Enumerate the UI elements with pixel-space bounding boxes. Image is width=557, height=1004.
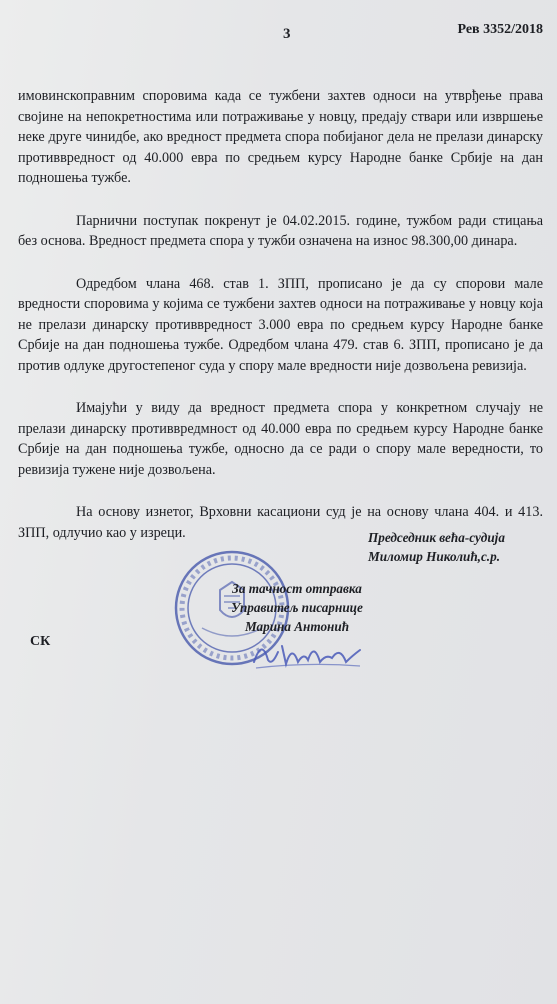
paragraph-4: Имајући у виду да вредност предмета спора у конкретном случају не прелази динарску противвредмност од 40.000 евра по средњем курсу Народне банке Србије на дан подношења тужбе, односно да се ради о спору мале вередности, то ревизија тужене није дозвољена.: [18, 400, 543, 478]
paragraph-5: На основу изнетог, Врховни касациони суд је на основу члана 404. и 413. ЗПП, одлучио као у изреци.: [18, 504, 543, 541]
certification-block: [212, 579, 382, 636]
judge-signature-block: [368, 528, 548, 566]
certification-line-1: За тачност отправка: [232, 581, 362, 596]
paragraph-2: Парнични поступак покренут је 04.02.2015. године, тужбом ради стицања без основа. Вредност предмета спора у тужби означена на износ 98.300,00 динара.: [18, 212, 543, 249]
certification-line-2: Управитељ писарнице: [231, 600, 363, 615]
page-number: 3: [283, 26, 291, 42]
clerk-initials: СК: [30, 634, 51, 649]
document-body: [18, 86, 543, 565]
paragraph-1: имовинскоправним споровима када се тужбени захтев односи на утврђење права својине на непокретностима или потраживање у новцу, предају ствари или извршење неке друге чинидбе, ако вредност предмета спора побијаног дела не прелази динарску противвредност од 40.000 евра по средњем курсу Народне банке Србије на дан подношења тужбе.: [18, 88, 543, 186]
paragraph-3: Одредбом члана 468. став 1. ЗПП, прописано је да су спорови мале вредности споровима у којима се тужбени захтев односи на потраживање у новцу која не прелази динарску противвредност 3.000 евра по средњем курсу Народне банке Србије на дан подношења тужбе. Одредбом члана 479. став 6. ЗПП, прописано је да против одлуке другостепеног суда у спору мале вредности није дозвољена ревизија.: [18, 275, 543, 374]
judge-title: Председник већа-судија: [368, 530, 505, 545]
handwritten-signature-icon: [248, 632, 368, 674]
judge-name: Миломир Николић,с.р.: [368, 549, 500, 564]
certification-line-3: Марина Антонић: [244, 619, 350, 634]
case-reference: Рев 3352/2018: [457, 22, 543, 37]
page-header: [0, 22, 557, 46]
